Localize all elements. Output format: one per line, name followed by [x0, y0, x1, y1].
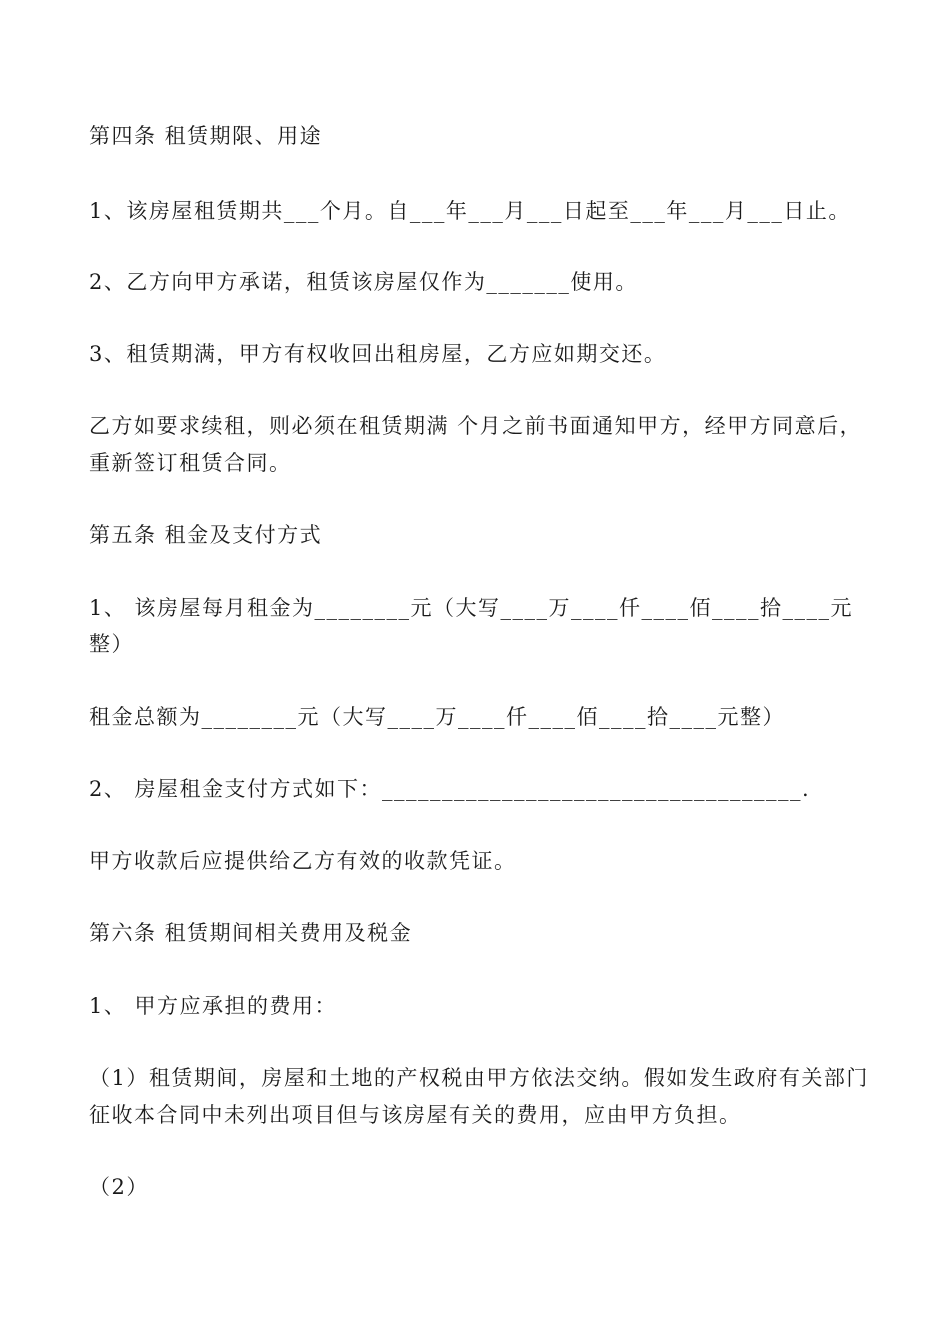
clause-4-2: 2、乙方向甲方承诺，租赁该房屋仅作为_______使用。 — [89, 270, 638, 294]
clause-6-1: 1、 甲方应承担的费用： — [89, 994, 338, 1018]
clause-5-1-line-1: 1、 该房屋每月租金为________元（大写____万____仟____佰____拾____元 — [89, 596, 854, 620]
clause-5-1-line-2: 整） — [89, 632, 134, 656]
renewal-paragraph-line-1: 乙方如要求续租，则必须在租赁期满 个月之前书面通知甲方，经甲方同意后， — [89, 414, 863, 438]
item-1-line-2: 征收本合同中未列出项目但与该房屋有关的费用，应由甲方负担。 — [89, 1103, 742, 1127]
article-4-heading: 第四条 租赁期限、用途 — [89, 124, 323, 148]
item-2: （2） — [89, 1175, 149, 1199]
receipt-paragraph: 甲方收款后应提供给乙方有效的收款凭证。 — [89, 849, 517, 873]
clause-4-1: 1、该房屋租赁期共___个月。自___年___月___日起至___年___月___日止。 — [89, 199, 851, 223]
renewal-paragraph-line-2: 重新签订租赁合同。 — [89, 451, 292, 475]
article-5-heading: 第五条 租金及支付方式 — [89, 523, 323, 547]
article-6-heading: 第六条 租赁期间相关费用及税金 — [89, 921, 413, 945]
total-rent-line: 租金总额为________元（大写____万____仟____佰____拾____元整） — [89, 705, 785, 729]
clause-4-3: 3、租赁期满，甲方有权收回出租房屋，乙方应如期交还。 — [89, 342, 667, 366]
item-1-line-1: （1）租赁期间，房屋和土地的产权税由甲方依法交纳。假如发生政府有关部门 — [89, 1066, 869, 1090]
clause-5-2: 2、 房屋租金支付方式如下：___________________________________. — [89, 777, 811, 801]
